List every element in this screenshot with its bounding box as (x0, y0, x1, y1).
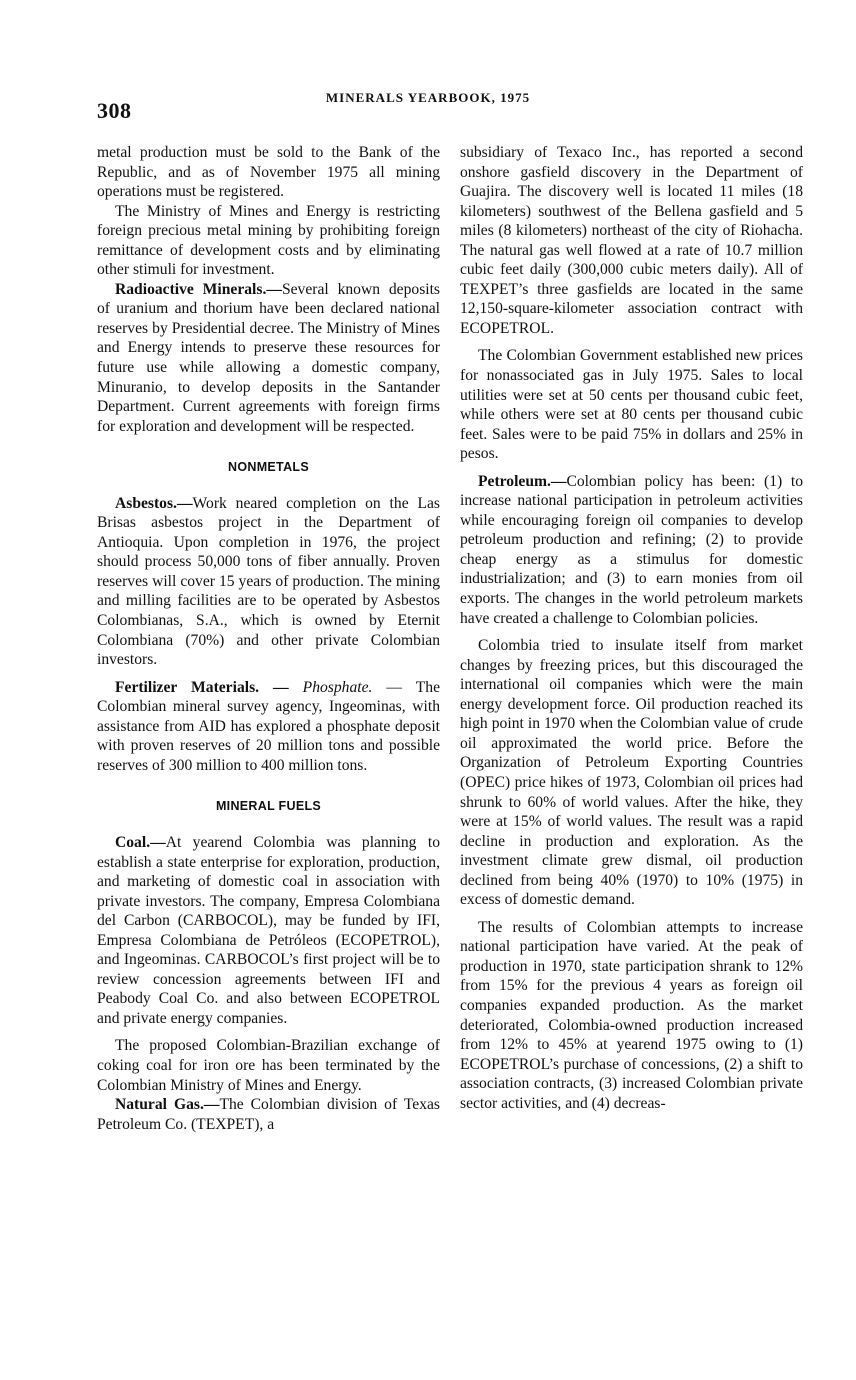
paragraph-text: At yearend Colombia was planning to establish a state enterprise for exploration, production, and marketing of domestic coal in association with private investors. The company, Empresa Colombiana del Carbon (CARBOCOL), may be funded by IFI, Empresa Colombiana de Petróleos (ECOPETROL), and Ingeominas. CARBOCOL’s first project will be to review concession agreements between IFI and Peabody Coal Co. and also between ECOPETROL and private energy companies. (97, 833, 440, 1027)
run-in-heading: Coal.— (115, 833, 166, 851)
run-in-heading: Natural Gas.— (115, 1096, 220, 1114)
paragraph-natural-gas (97, 1095, 440, 1134)
paragraph-text: Work neared completion on the Las Brisas asbestos project in the Department of Antioquia. Upon completion in 1976, the project should process 50,000 tons of fiber annually. Proven reserves will cover 15 years of production. The mining and milling facilities are to be operated by Asbestos Colombianas, S.A., which is owned by Eternit Colombiana (70%) and other private Colombian investors. (97, 494, 440, 669)
right-column (460, 143, 803, 1113)
section-heading-mineral-fuels: MINERAL FUELS (215, 799, 322, 814)
paragraph-radioactive-minerals (97, 280, 440, 436)
paragraph: The Colombian Government established new prices for nonassociated gas in July 1975. Sales to local utilities were set at 50 cents per thousand cubic feet, while others were set at 80 cents per thousand cubic feet. Sales were to be paid 75% in dollars and 25% in pesos. (460, 347, 803, 463)
sub-run-in-heading: Phosphate. (302, 678, 373, 696)
left-column (97, 143, 440, 1134)
page-number: 308 (97, 98, 132, 123)
paragraph: The results of Colombian attempts to increase national participation have varied. At the peak of production in 1970, state participation shrank to 12% from 15% for the previous 4 years as foreign oil companies expanded production. As the market deteriorated, Colombia-owned production increased from 12% to 45% at yearend 1975 owing to (1) ECOPETROL’s purchase of concessions, (2) a shift to association contracts, (3) increased Colombian private sector activities, and (4) decreas- (460, 918, 803, 1112)
paragraph-text: — The Colombian mineral survey agency, Ingeominas, with assistance from AID has explored a phosphate deposit with proven reserves of 20 million tons and possible reserves of 300 million to 400 million tons. (97, 678, 440, 774)
paragraph-text: Colombian policy has been: (1) to increase national participation in petroleum activities while encouraging foreign oil companies to develop petroleum production and refining; (2) to provide cheap energy as a stimulus for domestic industrialization; and (3) to earn monies from oil exports. The changes in the world petroleum markets have created a challenge to Colombian policies. (460, 472, 803, 627)
section-heading-nonmetals: NONMETALS (228, 460, 309, 475)
paragraph: The proposed Colombian-Brazilian exchange of coking coal for iron ore has been terminated by the Colombian Ministry of Mines and Energy. (97, 1037, 440, 1094)
paragraph-petroleum (460, 472, 803, 628)
paragraph: The Ministry of Mines and Energy is restricting foreign precious metal mining by prohibiting foreign remittance of development costs and by eliminating other stimuli for investment. (97, 202, 440, 279)
paragraph-text: The Colombian division of Texas Petroleum Co. (TEXPET), a (97, 1096, 440, 1133)
paragraph: subsidiary of Texaco Inc., has reported a second onshore gasfield discovery in the Department of Guajira. The discovery well is located 11 miles (18 kilometers) southwest of the Bellena gasfield and 5 miles (8 kilometers) northeast of the city of Riohacha. The natural gas well flowed at a rate of 10.7 million cubic feet daily (300,000 cubic meters daily). All of TEXPET’s three gasfields are located in the same 12,150-square-kilometer association contract with ECOPETROL. (460, 144, 803, 337)
paragraph: metal production must be sold to the Bank of the Republic, and as of November 1975 all mining operations must be registered. (97, 144, 440, 201)
paragraph-asbestos (97, 494, 440, 670)
paragraph: Colombia tried to insulate itself from market changes by freezing prices, but this discouraged the international oil companies which were the main energy development force. Oil production reached its high point in 1970 when the Colombian value of crude oil approximated the world price. Before the Organization of Petroleum Exporting Countries (OPEC) price hikes of 1973, Colombian oil prices had shrunk to 60% of world values. After the hike, they were at 15% of world values. The result was a rapid decline in production and exploration. As the investment climate grew dismal, oil production declined from being 40% (1970) to 10% (1975) in excess of domestic demand. (460, 637, 803, 909)
paragraph-text: Several known deposits of uranium and thorium have been declared national reserves by Presidential decree. The Ministry of Mines and Energy intends to preserve these resources for future use while allowing a domestic company, Minuranio, to develop deposits in the Santander Department. Current agreements with foreign firms for exploration and development will be respected. (97, 280, 440, 435)
run-in-heading: Radioactive Minerals.— (115, 280, 282, 298)
run-in-heading: Petroleum.— (478, 472, 567, 490)
paragraph-coal (97, 833, 440, 1028)
paragraph-fertilizer-materials (97, 678, 440, 776)
running-title: MINERALS YEARBOOK, 1975 (325, 90, 531, 105)
run-in-heading: Asbestos.— (115, 494, 193, 512)
run-in-heading: Fertilizer Materials. — (115, 678, 303, 696)
